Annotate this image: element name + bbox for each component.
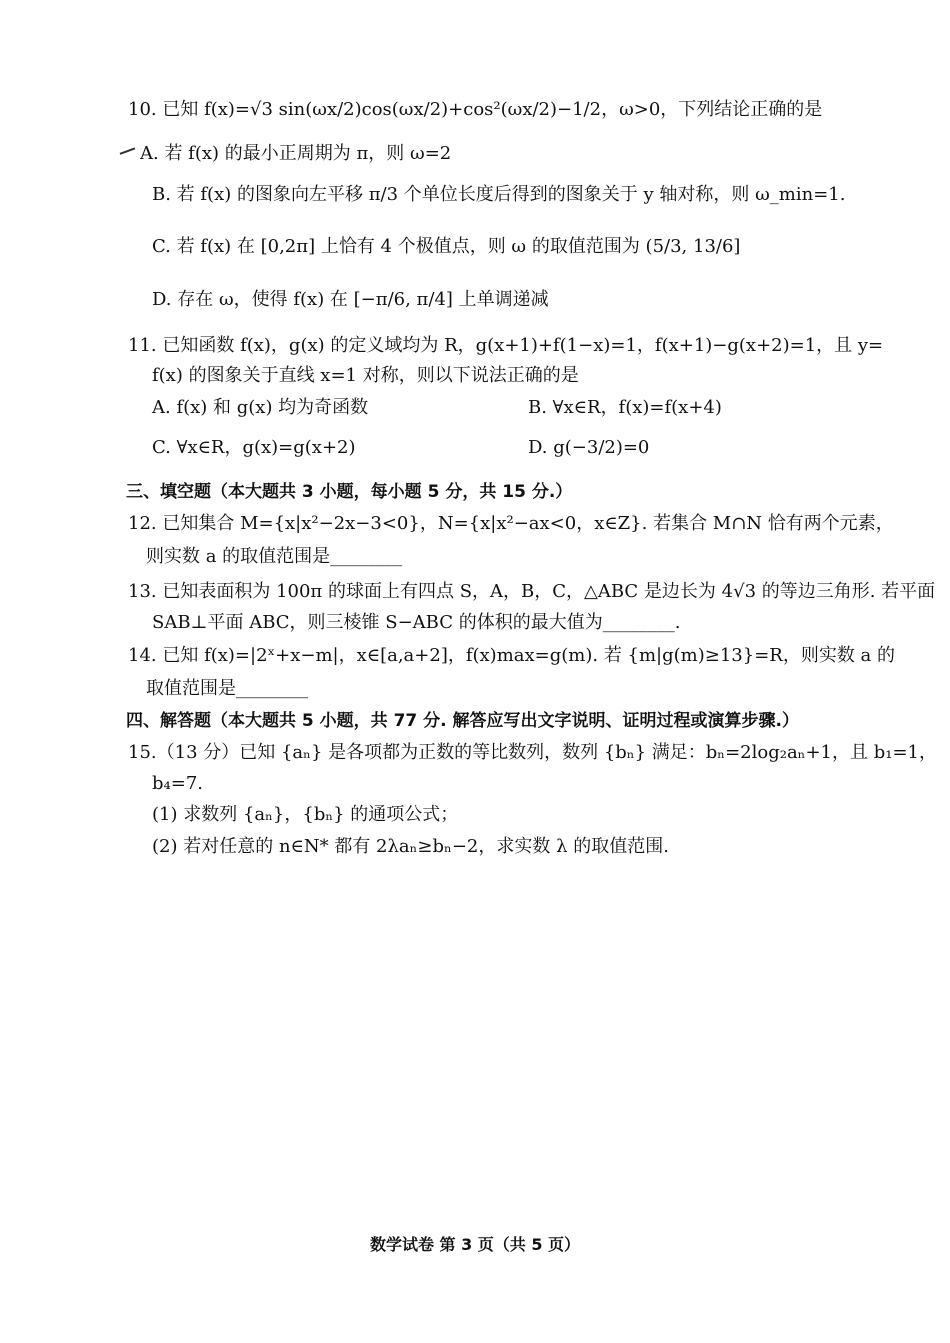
section-answer-title: 四、解答题（本大题共 5 小题，共 77 分. 解答应写出文字说明、证明过程或演算步骤.） xyxy=(126,711,799,731)
q12-line2: 则实数 a 的取值范围是________ xyxy=(146,546,403,567)
q11-option-c: C. ∀x∈R，g(x)=g(x+2) xyxy=(152,437,356,458)
q11-stem-line2: f(x) 的图象关于直线 x=1 对称，则以下说法正确的是 xyxy=(152,365,579,386)
q15-part1: (1) 求数列 {aₙ}，{bₙ} 的通项公式； xyxy=(152,804,459,825)
q12-line1: 12. 已知集合 M={x|x²−2x−3<0}，N={x|x²−ax<0，x∈Z}. 若集合 M∩N 恰有两个元素， xyxy=(128,513,894,534)
q10-option-b: B. 若 f(x) 的图象向左平移 π/3 个单位长度后得到的图象关于 y 轴对称，则 ω_min=1. xyxy=(152,184,846,205)
pen-mark xyxy=(120,147,137,157)
q10-option-a: A. 若 f(x) 的最小正周期为 π，则 ω=2 xyxy=(140,143,452,164)
q11-option-a: A. f(x) 和 g(x) 均为奇函数 xyxy=(152,397,369,418)
section-fill-in-title: 三、填空题（本大题共 3 小题，每小题 5 分，共 15 分.） xyxy=(126,482,573,502)
q13-line2: SAB⊥平面 ABC，则三棱锥 S−ABC 的体积的最大值为________. xyxy=(152,612,681,633)
q10-option-c: C. 若 f(x) 在 [0,2π] 上恰有 4 个极值点，则 ω 的取值范围为 (5/3, 13/6] xyxy=(152,236,741,257)
page-footer: 数学试卷 第 3 页（共 5 页） xyxy=(369,1235,581,1254)
q15-stem-line2: b₄=7. xyxy=(152,773,203,794)
q13-line1: 13. 已知表面积为 100π 的球面上有四点 S，A，B，C，△ABC 是边长为 4√3 的等边三角形. 若平面 xyxy=(128,581,936,602)
q11-option-d: D. g(−3/2)=0 xyxy=(528,437,650,458)
q15-part2: (2) 若对任意的 n∈N* 都有 2λaₙ≥bₙ−2，求实数 λ 的取值范围. xyxy=(152,836,669,857)
q10-stem: 10. 已知 f(x)=√3 sin(ωx/2)cos(ωx/2)+cos²(ωx/2)−1/2，ω>0，下列结论正确的是 xyxy=(128,99,823,120)
q11-stem-line1: 11. 已知函数 f(x)，g(x) 的定义域均为 R，g(x+1)+f(1−x)=1，f(x+1)−g(x+2)=1，且 y= xyxy=(128,335,884,356)
q14-line1: 14. 已知 f(x)=|2ˣ+x−m|，x∈[a,a+2]，f(x)max=g(m). 若 {m|g(m)≥13}=R，则实数 a 的 xyxy=(128,645,896,666)
q14-line2: 取值范围是________ xyxy=(146,678,308,699)
q15-stem-line1: 15.（13 分）已知 {aₙ} 是各项都为正数的等比数列，数列 {bₙ} 满足：bₙ=2log₂aₙ+1，且 b₁=1， xyxy=(128,742,937,763)
q11-option-b: B. ∀x∈R，f(x)=f(x+4) xyxy=(528,397,722,418)
q10-option-d: D. 存在 ω，使得 f(x) 在 [−π/6, π/4] 上单调递减 xyxy=(152,289,549,310)
